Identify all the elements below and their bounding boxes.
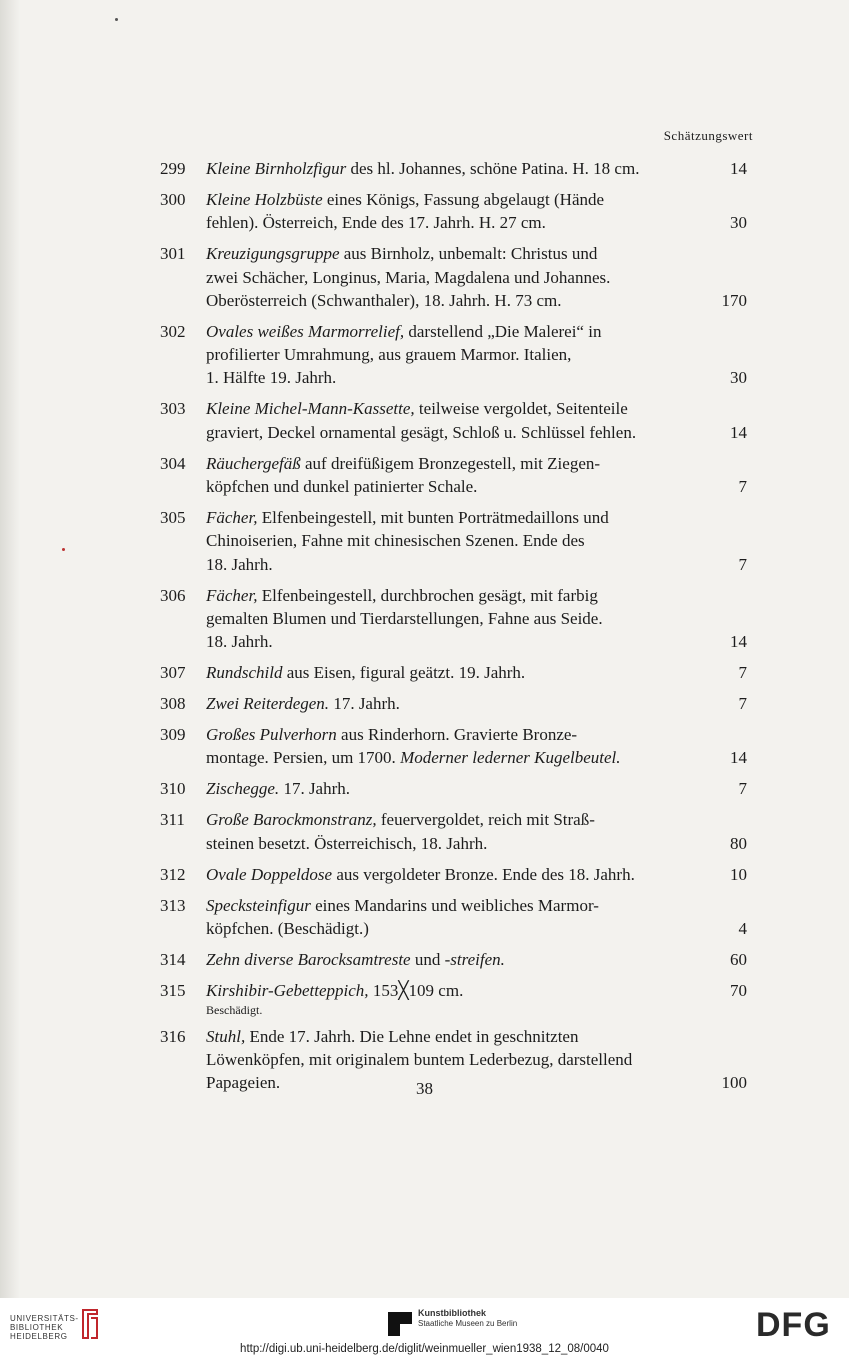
entry-line (206, 421, 747, 444)
entry-line (206, 242, 747, 265)
entry-number: 301 (160, 244, 186, 264)
kunstbibliothek-logo-icon[interactable] (388, 1312, 412, 1336)
page-number: 38 (416, 1079, 433, 1098)
entry-line (206, 584, 747, 607)
estimate-value: 7 (738, 694, 747, 714)
entry-description (206, 723, 747, 770)
catalog-entry (150, 584, 747, 654)
entry-text: Räuchergefäß auf dreifüßigem Bronzegestell, mit Ziegen- (206, 453, 601, 473)
catalog-entry (150, 948, 747, 971)
entry-line (206, 917, 747, 940)
estimate-value: 10 (730, 864, 747, 884)
entry-number: 304 (160, 453, 186, 473)
entry-line (206, 979, 747, 1002)
entry-text: Zehn diverse Barocksamtreste und -streifen. (206, 949, 505, 969)
entry-line (206, 188, 747, 211)
entry-text: 1. Hälfte 19. Jahrh. (206, 368, 337, 388)
catalog-entry (150, 242, 747, 312)
catalog-entry (150, 692, 747, 715)
entry-text: Zwei Reiterdegen. 17. Jahrh. (206, 694, 400, 714)
estimate-value: 80 (730, 833, 747, 853)
entry-line (206, 289, 747, 312)
entry-text: montage. Persien, um 1700. Moderner lederner Kugelbeutel. (206, 748, 621, 768)
entry-number: 306 (160, 585, 186, 605)
entry-description (206, 979, 747, 1017)
entry-text: Oberösterreich (Schwanthaler), 18. Jahrh. H. 73 cm. (206, 290, 562, 310)
estimate-value: 7 (738, 779, 747, 799)
entry-number: 315 (160, 980, 186, 1000)
entry-description (206, 777, 747, 800)
entry-text: gemalten Blumen und Tierdarstellungen, Fahne aus Seide. (206, 608, 603, 628)
entry-number: 305 (160, 507, 186, 527)
entry-line (206, 863, 747, 886)
entry-line (206, 343, 747, 366)
entry-number: 316 (160, 1026, 186, 1046)
entry-line (206, 266, 747, 289)
catalog-entry (150, 979, 747, 1017)
source-url[interactable]: http://digi.ub.uni-heidelberg.de/diglit/weinmueller_wien1938_12_08/0040 (240, 1343, 609, 1355)
catalog-entry (150, 863, 747, 886)
entry-line (206, 746, 747, 769)
entry-text: 18. Jahrh. (206, 632, 273, 652)
entry-text: 18. Jahrh. (206, 554, 273, 574)
university-label: UNIVERSITÄTS- BIBLIOTHEK HEIDELBERG (10, 1314, 79, 1341)
entry-text: Fächer, Elfenbeingestell, durchbrochen gesägt, mit farbig (206, 585, 598, 605)
estimate-value: 30 (730, 368, 747, 388)
entry-text: Kreuzigungsgruppe aus Birnholz, unbemalt: Christus und (206, 244, 598, 264)
entry-line (206, 832, 747, 855)
catalog-entry (150, 397, 747, 444)
entry-line (206, 506, 747, 529)
entry-text: graviert, Deckel ornamental gesägt, Schloß u. Schlüssel fehlen. (206, 422, 637, 442)
university-logo-icon[interactable] (80, 1308, 100, 1340)
entry-line (206, 211, 747, 234)
entry-line (206, 475, 747, 498)
estimate-value: 30 (730, 213, 747, 233)
estimate-value: 14 (730, 748, 747, 768)
entry-line (206, 948, 747, 971)
entry-text: Löwenköpfen, mit originalem buntem Lederbezug, darstellend (206, 1050, 633, 1070)
entry-note: Beschädigt. (206, 1003, 263, 1018)
entry-text: steinen besetzt. Österreichisch, 18. Jahrh. (206, 833, 488, 853)
estimate-value: 4 (738, 918, 747, 938)
entry-text: Große Barockmonstranz, feuervergoldet, reich mit Straß- (206, 810, 595, 830)
entry-text: Ovale Doppeldose aus vergoldeter Bronze. Ende des 18. Jahrh. (206, 864, 635, 884)
entry-number: 309 (160, 725, 186, 745)
entry-text: Papageien. (206, 1073, 281, 1093)
estimate-value: 170 (721, 290, 747, 310)
entry-number: 313 (160, 895, 186, 915)
catalog-entry (150, 452, 747, 499)
entry-line (206, 630, 747, 653)
entry-number: 308 (160, 694, 186, 714)
estimate-value: 14 (730, 159, 747, 178)
entry-line (206, 452, 747, 475)
catalog-entry (150, 723, 747, 770)
estimate-value: 7 (738, 477, 747, 496)
catalog-entry (150, 661, 747, 684)
entry-line (206, 397, 747, 420)
entry-line (206, 723, 747, 746)
entry-text: profilierter Umrahmung, aus grauem Marmor. Italien, (206, 345, 572, 365)
estimate-value: 14 (730, 422, 747, 442)
entry-number: 299 (160, 159, 186, 178)
speck (115, 18, 118, 21)
entry-line (206, 553, 747, 576)
catalog-entry (150, 320, 747, 390)
page-fold-shadow (0, 0, 20, 1298)
entry-description (206, 157, 747, 180)
entry-line (206, 692, 747, 715)
entry-line (206, 529, 747, 552)
entry-number: 302 (160, 321, 186, 341)
catalog-entry (150, 506, 747, 576)
entry-description (206, 397, 747, 444)
footer-bar (0, 1298, 849, 1359)
entry-number: 307 (160, 663, 186, 683)
catalog-entry (150, 157, 747, 180)
entry-text: Kleine Birnholzfigur des hl. Johannes, schöne Patina. H. 18 cm. (206, 159, 640, 178)
entry-text: Kleine Michel-Mann-Kassette, teilweise vergoldet, Seitenteile (206, 399, 628, 419)
catalog-entry (150, 894, 747, 941)
entry-line (206, 808, 747, 831)
entry-description (206, 661, 747, 684)
entry-description (206, 863, 747, 886)
catalog-entries (150, 157, 747, 1102)
estimate-value: 14 (730, 632, 747, 652)
entry-number: 312 (160, 864, 186, 884)
speck (62, 548, 65, 551)
entry-line (206, 607, 747, 630)
dfg-logo[interactable]: DFG (756, 1306, 831, 1344)
entry-line (206, 1025, 747, 1048)
entry-description (206, 692, 747, 715)
entry-description (206, 948, 747, 971)
entry-line (206, 157, 747, 180)
entry-line (206, 661, 747, 684)
entry-number: 311 (160, 810, 185, 830)
estimate-value: 7 (738, 663, 747, 683)
entry-number: 303 (160, 399, 186, 419)
entry-line (206, 366, 747, 389)
entry-text: Großes Pulverhorn aus Rinderhorn. Gravierte Bronze- (206, 725, 578, 745)
catalog-entry (150, 808, 747, 855)
entry-text: köpfchen und dunkel patinierter Schale. (206, 477, 478, 496)
kunstbibliothek-label: Kunstbibliothek Staatliche Museen zu Berlin (418, 1308, 518, 1328)
entry-text: Stuhl, Ende 17. Jahrh. Die Lehne endet in geschnitzten (206, 1026, 579, 1046)
column-header: Schätzungswert (663, 128, 753, 143)
estimate-value: 70 (730, 980, 747, 1000)
entry-text: Chinoiserien, Fahne mit chinesischen Szenen. Ende des (206, 531, 585, 551)
entry-description (206, 452, 747, 499)
entry-number: 314 (160, 949, 186, 969)
entry-line (206, 320, 747, 343)
entry-description (206, 188, 747, 235)
estimate-value: 60 (730, 949, 747, 969)
entry-text: Zischegge. 17. Jahrh. (206, 779, 351, 799)
entry-description (206, 242, 747, 312)
entry-text: Fächer, Elfenbeingestell, mit bunten Porträtmedaillons und (206, 507, 609, 527)
entry-text: Rundschild aus Eisen, figural geätzt. 19. Jahrh. (206, 663, 526, 683)
entry-number: 300 (160, 189, 186, 209)
entry-description (206, 894, 747, 941)
entry-text: Kleine Holzbüste eines Königs, Fassung abgelaugt (Hände (206, 189, 605, 209)
entry-text: köpfchen. (Beschädigt.) (206, 918, 369, 938)
entry-description (206, 506, 747, 576)
entry-text: fehlen). Österreich, Ende des 17. Jahrh. H. 27 cm. (206, 213, 546, 233)
entry-line (206, 894, 747, 917)
entry-number: 310 (160, 779, 186, 799)
entry-line (206, 777, 747, 800)
catalog-entry (150, 777, 747, 800)
entry-text: Kirshibir-Gebetteppich, 153╳109 cm. (206, 980, 464, 1000)
estimate-value: 100 (721, 1073, 747, 1093)
entry-text: zwei Schächer, Longinus, Maria, Magdalena und Johannes. (206, 267, 611, 287)
catalog-entry (150, 188, 747, 235)
entry-description (206, 808, 747, 855)
entry-description (206, 320, 747, 390)
entry-line (206, 1048, 747, 1071)
entry-text: Specksteinfigur eines Mandarins und weibliches Marmor- (206, 895, 599, 915)
entry-description (206, 584, 747, 654)
estimate-value: 7 (738, 554, 747, 574)
entry-text: Ovales weißes Marmorrelief, darstellend „Die Malerei“ in (206, 321, 602, 341)
